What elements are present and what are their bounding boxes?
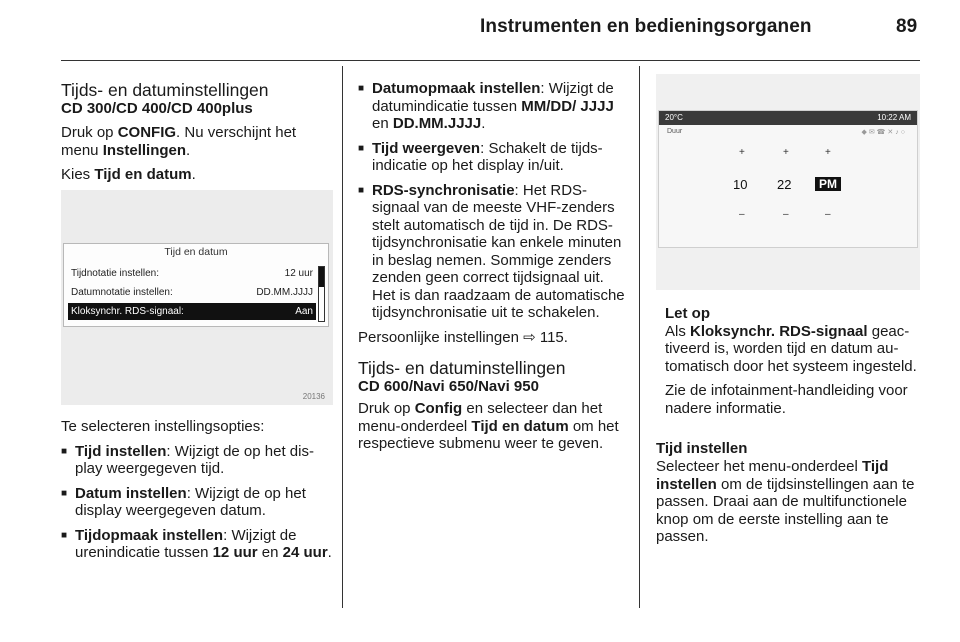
text: : Wijzigt de op het display weergegeven tijd.	[75, 442, 314, 477]
minus-icon: –	[783, 209, 789, 220]
paragraph: Te selecteren instellingsopties:	[61, 418, 265, 435]
minus-icon: –	[739, 209, 745, 220]
text: : Schakelt de tijdsindicatie op het display in/uit.	[372, 139, 603, 174]
screen-menu-row	[68, 284, 316, 301]
text: en	[372, 115, 393, 132]
text-bold: Datumopmaak instellen	[372, 80, 541, 97]
section-subtitle: CD 300/CD 400/CD 400plus	[61, 100, 253, 117]
text: Kies	[61, 166, 95, 183]
text: Persoonlijke instellingen	[358, 328, 524, 346]
paragraph	[358, 400, 626, 453]
bullet-item	[61, 443, 333, 478]
text: Als	[665, 322, 691, 340]
plus-icon: +	[739, 147, 745, 158]
image-caption-number: 20136	[302, 392, 325, 401]
page-number: 89	[896, 16, 918, 37]
text: geactiveerd is, worden tijd en datum automatisch door het systeem ingesteld.	[665, 322, 917, 375]
text: : Het RDS-signaal van de meeste VHF-zenders stelt automatisch de tijd in. De RDS-tijdsynchronisatie kan enkele minuten in beslag nemen. Sommige zenders zenden geen correct tijdsignaal uit. Het is dan raadzaam de automatische tijdsynchronisatie uit te schakelen.	[372, 181, 625, 321]
text-bold: 12 uur	[212, 544, 258, 561]
subsection-title: Tijd instellen	[656, 440, 748, 457]
screen-image-tijd-en-datum	[61, 190, 333, 405]
clock-readout: 10:22 AM	[877, 113, 911, 122]
text-bold: Kloksynchr. RDS-signaal	[690, 322, 868, 340]
row-label: Tijdnotatie instellen:	[71, 268, 160, 279]
text-bold: DD.MM.JJJJ	[392, 115, 482, 132]
ampm-value: PM	[815, 177, 841, 191]
status-icons: ◆✉☎✕♪○	[861, 129, 907, 136]
screen-image-clock-setting	[656, 74, 920, 290]
hour-value: 10	[733, 177, 748, 192]
bullet-item	[358, 140, 626, 175]
page-reference: ⇨ 115.	[523, 328, 568, 346]
plus-icon: +	[825, 147, 831, 158]
note-paragraph	[665, 323, 920, 376]
text: . Nu verschijnt het menu	[61, 124, 297, 159]
row-label: Datumnotatie instellen:	[71, 287, 173, 298]
bullet-item	[61, 527, 333, 562]
column-3-lower	[656, 440, 922, 553]
text-bold: Tijd instellen	[656, 458, 889, 493]
plus-icon: +	[783, 147, 789, 158]
section-subtitle: CD 600/Navi 650/Navi 950	[358, 378, 539, 395]
note-box	[665, 305, 920, 424]
text-bold: RDS-synchronisatie	[372, 181, 515, 199]
screen-menu-title: Tijd en datum	[164, 246, 228, 258]
text: .	[186, 141, 191, 159]
text-bold: Tijd weergeven	[372, 139, 481, 157]
section-title: Tijds- en datuminstellingen	[358, 358, 566, 378]
column-divider-2	[639, 66, 640, 608]
paragraph	[358, 329, 626, 347]
text: Druk op	[61, 124, 118, 141]
screen-menu-row	[68, 265, 316, 282]
text-bold: Tijd en datum	[94, 166, 192, 183]
text: : Wijzigt de urenindicatie tussen	[75, 526, 297, 561]
text: om het respectieve submenu weer te geven.	[358, 417, 619, 452]
note-paragraph: Zie de infotainment-handleiding voor nadere informatie.	[665, 382, 908, 417]
text: .	[327, 544, 332, 561]
screen-display	[658, 110, 918, 248]
text-bold: Tijd instellen	[75, 442, 167, 460]
paragraph	[61, 124, 331, 159]
page-header-title: Instrumenten en bedieningsorganen	[480, 16, 812, 37]
paragraph	[656, 458, 922, 546]
text-bold: Tijdopmaak instellen	[75, 526, 224, 544]
text: : Wijzigt de datumindicatie tussen	[372, 80, 614, 115]
screen-label: Duur	[667, 128, 683, 135]
text-bold: Instellingen	[102, 141, 187, 159]
screen-status-bar	[659, 111, 917, 125]
text-bold: Tijd en datum	[471, 417, 569, 435]
text: .	[481, 115, 486, 132]
column-divider-1	[342, 66, 343, 608]
minute-value: 22	[777, 177, 792, 192]
column-2	[358, 80, 626, 460]
text-bold: Datum instellen	[75, 484, 187, 502]
bullet-item	[358, 80, 626, 133]
column-1-lower	[61, 418, 333, 569]
note-title: Let op	[665, 305, 710, 322]
text-bold: CONFIG	[117, 124, 177, 141]
text: : Wijzigt de op het display weergegeven datum.	[75, 484, 306, 519]
bullet-item	[358, 182, 626, 322]
text: Druk op	[358, 400, 415, 417]
bullet-item	[61, 485, 333, 520]
text: en selecteer dan het menu-onderdeel	[358, 400, 603, 435]
text-bold: Config	[414, 400, 463, 417]
text: om de tijdsinstellingen aan te passen. Draai aan de multifunctionele knop om de eerste instelling aan te passen.	[656, 475, 915, 545]
section-title: Tijds- en datuminstellingen	[61, 80, 269, 100]
screen-menu-frame	[63, 243, 329, 327]
column-1	[61, 80, 331, 191]
text: Selecteer het menu-onderdeel	[656, 458, 862, 475]
paragraph	[61, 166, 331, 184]
screen-scrollbar-thumb	[319, 267, 324, 287]
screen-menu-row-selected	[68, 303, 316, 320]
text-bold: MM/DD/ JJJJ	[521, 97, 614, 115]
temperature-readout: 20°C	[665, 113, 683, 122]
minus-icon: –	[825, 209, 831, 220]
row-value: 12 uur	[284, 268, 313, 279]
row-value: DD.MM.JJJJ	[256, 287, 313, 298]
row-label: Kloksynchr. RDS-signaal:	[71, 306, 184, 317]
text-bold: 24 uur	[282, 544, 328, 561]
text: en	[257, 544, 283, 561]
screen-scrollbar	[318, 266, 325, 322]
row-value: Aan	[295, 306, 313, 317]
text: .	[191, 166, 196, 183]
header-rule	[61, 60, 920, 61]
